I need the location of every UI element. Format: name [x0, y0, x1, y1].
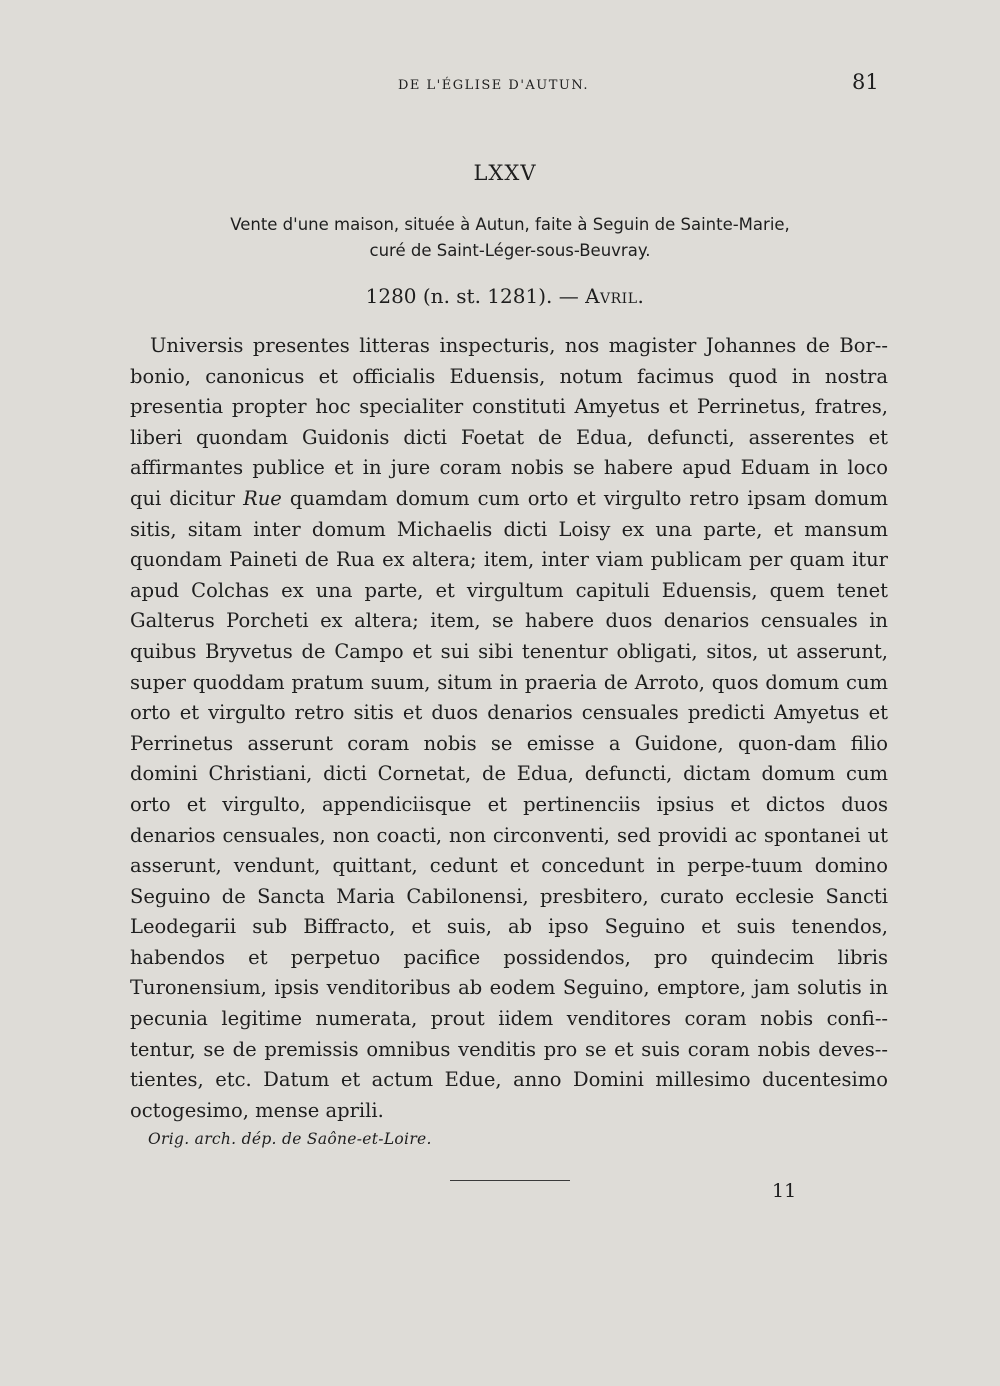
running-title: DE L'ÉGLISE D'AUTUN.: [398, 78, 590, 93]
charter-text-part-1: Universis presentes litteras inspecturis, nos magister Johannes de Bor-bonio, canonicus et officialis Eduensis, notum facimus quod in nostra presentia propter hoc specialiter constituti Amyetus et Perrinetus, fratres, liberi quondam Guidonis dicti Foetat de Edua, defuncti, asserentes et affirmantes publice et in jure coram nobis se habere apud Eduam in loco qui dicitur: [130, 334, 888, 510]
charter-date: [0, 284, 1000, 308]
place-name-italic: Rue: [243, 486, 282, 510]
charter-text-part-2: quamdam domum cum orto et virgulto retro ipsam domum sitis, sitam inter domum Michaelis dicti Loisy ex una parte, et mansum quondam Paineti de Rua ex altera; item, inter viam publicam per quam itur apud Colchas ex una parte, et virgultum capituli Eduensis, quem tenet Galterus Porcheti ex altera; item, se habere duos denarios censuales in quibus Bryvetus de Campo et sui sibi tenentur obligati, sitos, ut asserunt, super quoddam pratum suum, situm in praeria de Arroto, quos domum cum orto et virgulto retro sitis et duos denarios censuales predicti Amyetus et Perrinetus asserunt coram nobis se emisse a Guidone, quon-dam filio domini Christiani, dicti Cornetat, de Edua, defuncti, dictam domum cum orto et virgulto, appendiciisque et pertinenciis ipsius et dictos duos denarios censuales, non coacti, non circonventi, sed providi ac spontanei ut asserunt, vendunt, quittant, cedunt et concedunt in perpe-tuum domino Seguino de Sancta Maria Cabilonensi, presbitero, curato ecclesie Sancti Leodegarii sub Biffracto, et suis, ab ipso Seguino et suis tenendos, habendos et perpetuo pacifice possidendos, pro quindecim libris Turonensium, ipsis venditoribus ab eodem Seguino, emptore, jam solutis in pecunia legitime numerata, prout iidem venditores coram nobis confi-tentur, se de premissis omnibus venditis pro se et suis coram nobis deves-tientes, etc. Datum et actum Edue, anno Domini millesimo ducentesimo octogesimo, mense aprili.: [130, 486, 888, 1122]
charter-number: LXXV: [473, 161, 537, 185]
source-citation: Orig. arch. dép. de Saône-et-Loire.: [148, 1130, 432, 1148]
charter-text: [130, 331, 888, 1126]
footer-rule: [450, 1180, 570, 1181]
signature-mark: 11: [772, 1180, 797, 1202]
page-number: 81: [852, 70, 879, 94]
summary-line-2: curé de Saint-Léger-sous-Beuvray.: [369, 241, 651, 260]
charter-summary: [150, 212, 870, 264]
date-month: Avril.: [585, 284, 645, 308]
date-text: 1280 (n. st. 1281). —: [365, 284, 586, 308]
summary-line-1: Vente d'une maison, située à Autun, faite à Seguin de Sainte-Marie,: [230, 215, 790, 234]
